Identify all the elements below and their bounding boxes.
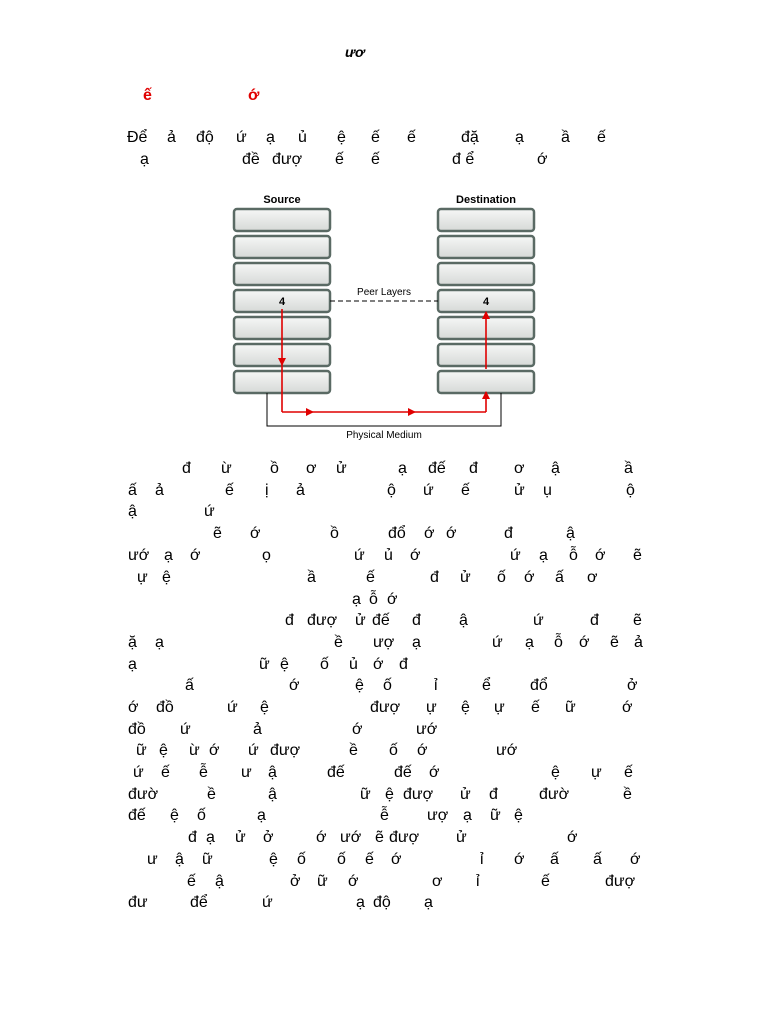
text-fragment: ạ [352, 591, 361, 608]
text-fragment: ự [591, 764, 602, 781]
text-fragment: ố [389, 742, 398, 759]
text-fragment: ậ [215, 873, 224, 890]
text-fragment: ớ [289, 677, 300, 694]
text-fragment: ự [426, 699, 437, 716]
text-fragment: ẽ [633, 547, 642, 564]
text-fragment: ớ [391, 851, 402, 868]
text-fragment: đ [430, 569, 439, 586]
text-fragment: ậ [128, 503, 137, 520]
text-fragment: đ [285, 612, 294, 629]
text-fragment: ạ [424, 894, 433, 911]
text-fragment: ớ [630, 851, 641, 868]
text-fragment: đ [399, 656, 408, 673]
text-fragment: ử [235, 829, 246, 846]
text-fragment: ụ [543, 482, 552, 499]
text-fragment: đ [182, 460, 191, 477]
text-fragment: ệ [514, 807, 523, 824]
text-fragment: ạ [412, 634, 421, 651]
text-fragment: ứ [492, 634, 503, 651]
text-fragment: đế [372, 612, 390, 629]
text-fragment: ủ [384, 547, 393, 564]
destination-layer-box [438, 209, 534, 231]
text-fragment: ơ [587, 569, 598, 586]
text-fragment: ệ [355, 677, 364, 694]
text-fragment: ơ [432, 873, 443, 890]
text-fragment: ố [337, 851, 346, 868]
text-fragment: ấ [128, 482, 137, 499]
text-fragment: ạ [539, 547, 548, 564]
text-fragment: ế [371, 129, 380, 146]
text-fragment: ạ [164, 547, 173, 564]
text-fragment: ố [297, 851, 306, 868]
heading-fragment: ớ [248, 87, 260, 104]
text-fragment: đườ [539, 786, 570, 803]
text-fragment: đặ [461, 129, 479, 146]
text-fragment: đ [412, 612, 421, 629]
text-fragment: ư [147, 851, 158, 868]
text-fragment: ỗ [369, 591, 378, 608]
text-fragment: ế [371, 151, 380, 168]
physical-medium-label: Physical Medium [346, 430, 422, 441]
text-fragment: ậ [175, 851, 184, 868]
text-fragment: ữ [317, 873, 328, 890]
text-fragment: ử [336, 460, 347, 477]
text-fragment: ớ [348, 873, 359, 890]
text-fragment: để [190, 894, 208, 911]
text-fragment: ố [197, 807, 206, 824]
text-fragment: ớ [410, 547, 421, 564]
text-fragment: ạ [206, 829, 215, 846]
text-fragment: ệ [551, 764, 560, 781]
text-fragment: ơ [306, 460, 317, 477]
text-fragment: đượ [605, 873, 636, 890]
text-fragment: ứ [354, 547, 365, 564]
text-fragment: ớ [352, 721, 363, 738]
text-fragment: ứ [204, 503, 215, 520]
text-fragment: ộ [387, 482, 396, 499]
text-fragment: ậ [566, 525, 575, 542]
text-fragment: đề [242, 151, 260, 168]
text-fragment: ữ [259, 656, 270, 673]
text-fragment: ả [155, 482, 164, 499]
text-fragment: ạ [266, 129, 275, 146]
text-fragment: ạ [140, 151, 149, 168]
text-fragment: ế [407, 129, 416, 146]
text-fragment: đườ [128, 786, 159, 803]
text-fragment: ướ [496, 742, 518, 759]
text-fragment: ỉ [434, 677, 438, 694]
text-fragment: ớ [595, 547, 606, 564]
text-fragment: ệ [461, 699, 470, 716]
text-fragment: đế [128, 807, 146, 824]
text-fragment: ế [461, 482, 470, 499]
text-fragment: ả [253, 721, 262, 738]
text-fragment: đ [590, 612, 599, 629]
text-fragment: ầ [624, 460, 633, 477]
destination-label: Destination [456, 194, 516, 206]
text-fragment: ị [265, 482, 269, 499]
text-fragment: ồ [330, 525, 339, 542]
text-fragment: ố [320, 656, 329, 673]
text-fragment: ứ [262, 894, 273, 911]
text-fragment: ữ [565, 699, 576, 716]
text-fragment: độ [196, 129, 214, 146]
text-fragment: ở [263, 829, 274, 846]
text-fragment: ễ [199, 764, 208, 781]
text-fragment: ứ [236, 129, 247, 146]
text-fragment: đồ [156, 699, 174, 716]
text-fragment: ế [187, 873, 196, 890]
text-fragment: ủ [298, 129, 307, 146]
text-fragment: ượ [427, 807, 449, 824]
text-fragment: ề [334, 634, 343, 651]
text-fragment: ấ [555, 569, 564, 586]
text-fragment: ở [290, 873, 301, 890]
text-fragment: ỗ [554, 634, 563, 651]
text-fragment: đượ [389, 829, 420, 846]
text-fragment: ớ [429, 764, 440, 781]
text-fragment: đượ [270, 742, 301, 759]
text-fragment: ử [355, 612, 366, 629]
text-fragment: ữ [360, 786, 371, 803]
text-fragment: ế [531, 699, 540, 716]
text-fragment: đồ [128, 721, 146, 738]
text-fragment: ặ [128, 634, 137, 651]
text-fragment: ộ [626, 482, 635, 499]
text-fragment: ớ [417, 742, 428, 759]
text-fragment: ử [460, 569, 471, 586]
text-fragment: ớ [190, 547, 201, 564]
text-fragment: ứ [510, 547, 521, 564]
text-fragment: ấ [593, 851, 602, 868]
text-fragment: ồ [270, 460, 279, 477]
text-fragment: đổ [388, 525, 406, 542]
text-fragment: ế [161, 764, 170, 781]
text-fragment: ướ [416, 721, 438, 738]
text-fragment: ữ [202, 851, 213, 868]
text-fragment: ủ [349, 656, 358, 673]
text-fragment: ỉ [480, 851, 484, 868]
text-fragment: ượ [373, 634, 395, 651]
text-fragment: ệ [260, 699, 269, 716]
text-fragment: đế [327, 764, 345, 781]
text-fragment: ướ [128, 547, 150, 564]
text-fragment: ữ [136, 742, 147, 759]
text-fragment: ự [137, 569, 148, 586]
text-fragment: ừ [221, 460, 232, 477]
text-fragment: ớ [316, 829, 327, 846]
page-header: ươ [345, 44, 365, 60]
text-fragment: ế [624, 764, 633, 781]
text-fragment: ệ [385, 786, 394, 803]
text-fragment: đ [188, 829, 197, 846]
text-fragment: độ [373, 894, 391, 911]
text-fragment: ư [241, 764, 252, 781]
text-fragment: ứ [180, 721, 191, 738]
source-layer-number: 4 [278, 296, 286, 308]
text-fragment: ỉ [476, 873, 480, 890]
text-fragment: ữ [490, 807, 501, 824]
text-fragment: ậ [459, 612, 468, 629]
text-fragment: ử [456, 829, 467, 846]
text-fragment: ử [514, 482, 525, 499]
peer-layers-label: Peer Layers [357, 287, 411, 298]
text-fragment: ầ [307, 569, 316, 586]
text-fragment: ẽ [610, 634, 619, 651]
text-fragment: ệ [269, 851, 278, 868]
text-fragment: ả [296, 482, 305, 499]
text-fragment: ạ [463, 807, 472, 824]
text-fragment: ớ [537, 151, 548, 168]
text-fragment: ơ [514, 460, 525, 477]
text-fragment: ầ [561, 129, 570, 146]
text-fragment: ớ [209, 742, 220, 759]
text-fragment: ấ [185, 677, 194, 694]
text-fragment: đượ [272, 151, 303, 168]
text-fragment: đ [469, 460, 478, 477]
text-fragment: ệ [159, 742, 168, 759]
text-fragment: ớ [128, 699, 139, 716]
text-fragment: đổ [530, 677, 548, 694]
text-fragment: ẽ [633, 612, 642, 629]
text-fragment: ớ [446, 525, 457, 542]
text-fragment: đ [489, 786, 498, 803]
text-fragment: ớ [250, 525, 261, 542]
text-fragment: ả [634, 634, 643, 651]
text-fragment: ế [366, 569, 375, 586]
source-label: Source [263, 194, 301, 206]
text-fragment: ạ [155, 634, 164, 651]
physical-medium-line [267, 393, 501, 426]
text-fragment: ớ [387, 591, 398, 608]
text-fragment: ấ [550, 851, 559, 868]
destination-layer-box [438, 263, 534, 285]
text-fragment: ở [627, 677, 638, 694]
text-fragment: ề [207, 786, 216, 803]
source-layer-box [234, 209, 330, 231]
text-fragment: ạ [257, 807, 266, 824]
destination-layer-box [438, 371, 534, 393]
text-fragment: ớ [514, 851, 525, 868]
text-fragment: ế [541, 873, 550, 890]
text-fragment: ệ [280, 656, 289, 673]
text-fragment: ớ [424, 525, 435, 542]
text-fragment: ệ [337, 129, 346, 146]
text-fragment: đượ [307, 612, 338, 629]
text-fragment: đế [394, 764, 412, 781]
text-fragment: ạ [356, 894, 365, 911]
text-fragment: ứ [133, 764, 144, 781]
text-fragment: ứ [533, 612, 544, 629]
text-fragment: ễ [380, 807, 389, 824]
text-fragment: ậ [268, 786, 277, 803]
text-fragment: đế [428, 460, 446, 477]
text-fragment: đ ể [452, 151, 475, 168]
text-fragment: ự [494, 699, 505, 716]
text-fragment: đượ [403, 786, 434, 803]
text-fragment: ướ [340, 829, 362, 846]
text-fragment: ứ [227, 699, 238, 716]
text-fragment: ạ [515, 129, 524, 146]
text-fragment: ớ [373, 656, 384, 673]
text-fragment: ẽ [375, 829, 384, 846]
text-fragment: ứ [423, 482, 434, 499]
text-fragment: ỗ [569, 547, 578, 564]
text-fragment: ế [335, 151, 344, 168]
text-fragment: ẽ [213, 525, 222, 542]
text-fragment: ề [349, 742, 358, 759]
heading-fragment: ế [143, 87, 152, 104]
text-fragment: ả [167, 129, 176, 146]
text-fragment: đượ [370, 699, 401, 716]
text-fragment: ạ [525, 634, 534, 651]
source-layer-box [234, 236, 330, 258]
text-fragment: ệ [162, 569, 171, 586]
text-fragment: đư [128, 894, 148, 911]
text-fragment: ệ [170, 807, 179, 824]
text-fragment: ế [365, 851, 374, 868]
text-fragment: ể [482, 677, 491, 694]
text-fragment: ố [383, 677, 392, 694]
text-fragment: ứ [248, 742, 259, 759]
text-fragment: ế [597, 129, 606, 146]
text-fragment: ừ [189, 742, 200, 759]
text-fragment: ớ [622, 699, 633, 716]
peer-layers-diagram [225, 188, 545, 442]
text-fragment: ề [623, 786, 632, 803]
source-layer-box [234, 263, 330, 285]
destination-layer-number: 4 [482, 296, 490, 308]
text-fragment: ớ [524, 569, 535, 586]
text-fragment: ậ [268, 764, 277, 781]
text-fragment: ạ [398, 460, 407, 477]
text-fragment: ạ [128, 656, 137, 673]
text-fragment: ố [497, 569, 506, 586]
destination-layer-box [438, 236, 534, 258]
text-fragment: ọ [262, 547, 271, 564]
text-fragment: Để [127, 129, 148, 146]
text-fragment: ế [225, 482, 234, 499]
text-fragment: ử [460, 786, 471, 803]
text-fragment: ớ [579, 634, 590, 651]
text-fragment: ớ [567, 829, 578, 846]
text-fragment: ậ [551, 460, 560, 477]
text-fragment: đ [504, 525, 513, 542]
